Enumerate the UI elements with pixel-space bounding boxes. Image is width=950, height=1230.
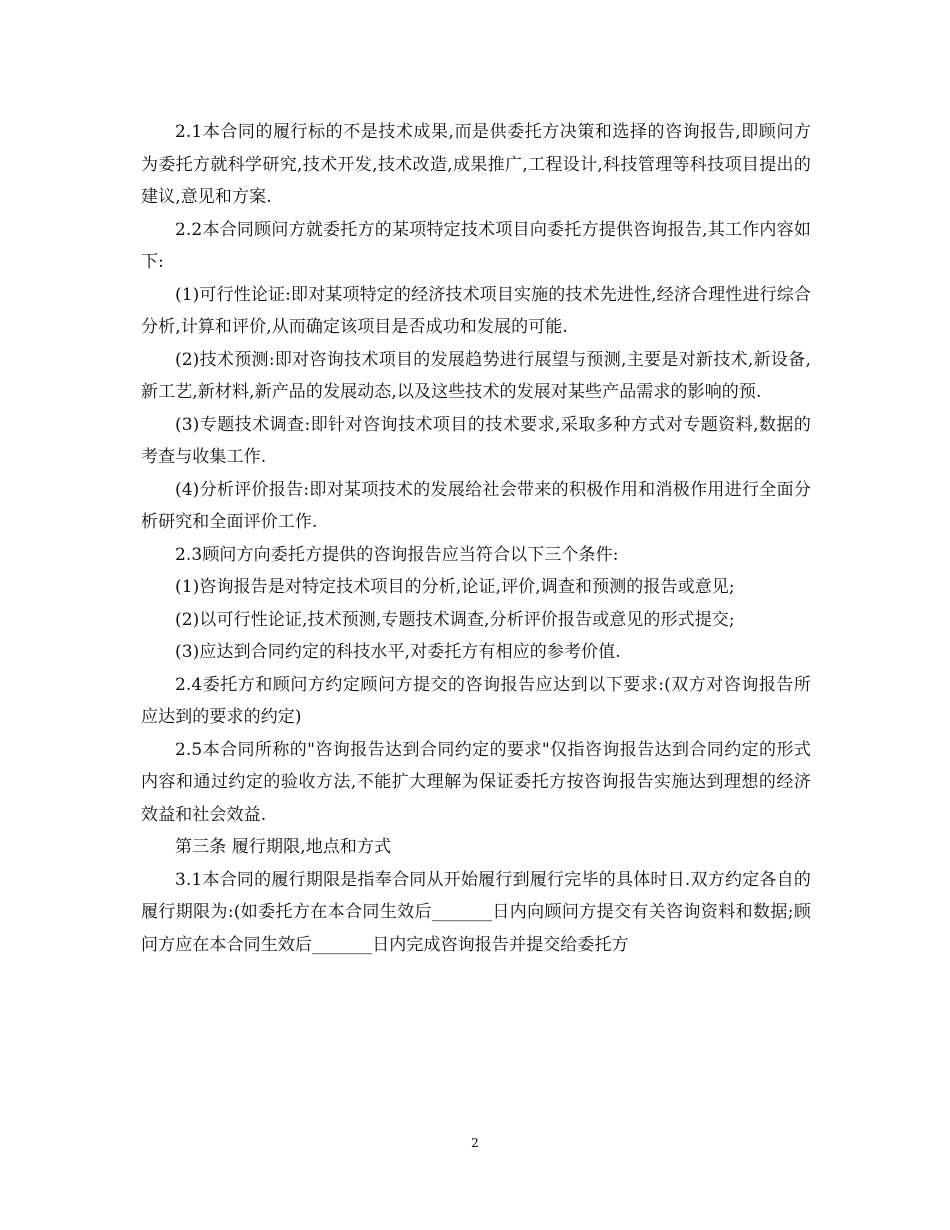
paragraph-2-4: 2.4委托方和顾问方约定顾问方提交的咨询报告应达到以下要求:(双方对咨询报告所应达到的要求的约定)	[141, 674, 811, 727]
section-heading-article-3: 第三条 履行期限,地点和方式	[175, 837, 392, 857]
paragraph-feasibility-study: (1)可行性论证:即对某项特定的经济技术项目实施的技术先进性,经济合理性进行综合分析,计算和评价,从而确定该项目是否成功和发展的可能.	[141, 284, 811, 337]
paragraph-condition-1: (1)咨询报告是对特定技术项目的分析,论证,评价,调查和预测的报告或意见;	[175, 577, 735, 597]
document-body	[141, 116, 811, 961]
paragraph-2-1: 2.1本合同的履行标的不是技术成果,而是供委托方决策和选择的咨询报告,即顾问方为委托方就科学研究,技术开发,技术改造,成果推广,工程设计,科技管理等科技项目提出的建议,意见和方案.	[141, 122, 811, 207]
paragraph-special-survey: (3)专题技术调查:即针对咨询技术项目的技术要求,采取多种方式对专题资料,数据的考查与收集工作.	[141, 414, 811, 467]
paragraph-analysis-report: (4)分析评价报告:即对某项技术的发展给社会带来的积极作用和消极作用进行全面分析研究和全面评价工作.	[141, 479, 811, 532]
paragraph-2-3: 2.3顾问方向委托方提供的咨询报告应当符合以下三个条件:	[175, 544, 619, 565]
paragraph-technology-forecast: (2)技术预测:即对咨询技术项目的发展趋势进行展望与预测,主要是对新技术,新设备,新工艺,新材料,新产品的发展动态,以及这些技术的发展对某些产品需求的影响的预.	[141, 349, 811, 402]
paragraph-2-2: 2.2本合同顾问方就委托方的某项特定技术项目向委托方提供咨询报告,其工作内容如下:	[141, 219, 811, 272]
paragraph-condition-2: (2)以可行性论证,技术预测,专题技术调查,分析评价报告或意见的形式提交;	[175, 609, 735, 630]
paragraph-3-1: 3.1本合同的履行期限是指奉合同从开始履行到履行完毕的具体时日.双方约定各自的履行期限为:(如委托方在本合同生效后_______日内向顾问方提交有关咨询资料和数据;顾问方应在本合同生效后_______日内完成咨询报告并提交给委托方	[141, 869, 811, 955]
paragraph-2-5: 2.5本合同所称的"咨询报告达到合同约定的要求"仅指咨询报告达到合同约定的形式内容和通过约定的验收方法,不能扩大理解为保证委托方按咨询报告实施达到理想的经济效益和社会效益.	[141, 739, 811, 825]
paragraph-condition-3: (3)应达到合同约定的科技水平,对委托方有相应的参考价值.	[175, 642, 621, 662]
page-number: 2	[471, 1136, 479, 1150]
